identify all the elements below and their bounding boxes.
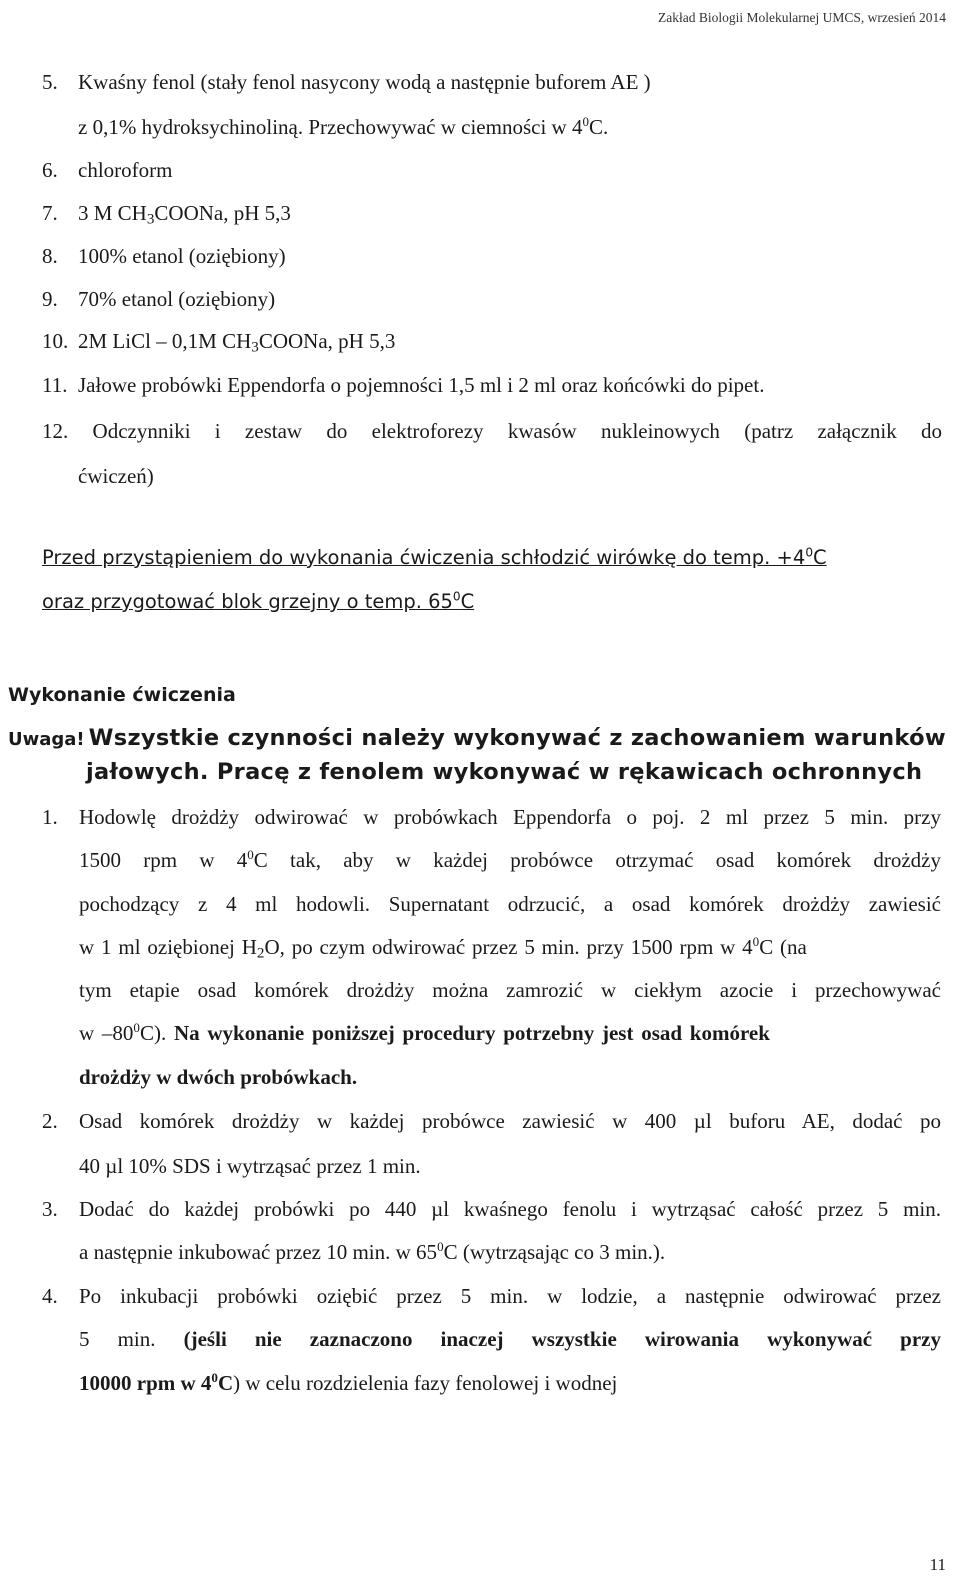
reagent-5-line1 <box>42 70 651 95</box>
step-bold-text: Na wykonanie poniższej procedury potrzebny jest osad komórek <box>173 1021 770 1045</box>
step-text: Po inkubacji probówki oziębić przez 5 min. w lodzie, a następnie odwirować przez <box>79 1284 941 1308</box>
step-3-line1 <box>79 1197 941 1222</box>
prep-note-line2 <box>42 590 474 613</box>
step-text: ) w celu rozdzielenia fazy fenolowej i wodnej <box>233 1371 618 1395</box>
superscript: 0 <box>582 113 589 129</box>
superscript: 0 <box>133 1019 140 1035</box>
step-bold-text: 10000 rpm w 4 <box>79 1371 212 1395</box>
step-text: Hodowlę drożdży odwirować w probówkach Eppendorfa o poj. 2 ml przez 5 min. przy <box>79 805 941 829</box>
step-1-line3 <box>79 892 941 917</box>
step-text: a następnie inkubować przez 10 min. w 65 <box>79 1240 438 1264</box>
step-number: 2. <box>42 1109 58 1133</box>
step-text: 40 µl 10% SDS i wytrząsać przez 1 min. <box>79 1154 421 1178</box>
reagent-text: Odczynniki i zestaw do elektroforezy kwasów nukleinowych (patrz załącznik do <box>92 419 943 443</box>
step-1-line2 <box>79 848 941 873</box>
reagent-7 <box>42 201 291 226</box>
reagent-number: 11. <box>42 373 68 397</box>
step-3-line2 <box>79 1240 941 1265</box>
reagent-text: ćwiczeń) <box>78 464 154 488</box>
step-1-line5 <box>79 978 941 1003</box>
warning-lead: Uwaga! <box>8 729 85 750</box>
reagent-number: 10. <box>42 329 69 353</box>
step-number: 3. <box>42 1197 58 1221</box>
step-text: 1500 rpm w 4 <box>79 848 248 872</box>
warning-text: Wszystkie czynności należy wykonywać z zachowaniem warunków <box>88 725 946 751</box>
reagent-8 <box>42 244 286 269</box>
reagent-number: 5. <box>42 70 58 94</box>
subscript: 3 <box>251 339 259 356</box>
step-text: Osad komórek drożdży w każdej probówce zawiesić w 400 µl buforu AE, dodać po <box>79 1109 941 1133</box>
step-text: C (wytrząsając co 3 min.). <box>443 1240 666 1264</box>
step-text: C (na <box>759 935 807 959</box>
step-4-line2 <box>79 1327 941 1352</box>
step-text: tym etapie osad komórek drożdży można zamrozić w ciekłym azocie i przechowywać <box>79 978 941 1002</box>
page-number: 11 <box>929 1555 946 1574</box>
subscript: 3 <box>146 211 155 228</box>
superscript: 0 <box>752 933 760 949</box>
prep-note-text: C <box>460 590 475 613</box>
reagent-9 <box>42 287 275 312</box>
reagent-text: COONa, pH 5,3 <box>154 201 291 225</box>
superscript: 0 <box>211 1369 218 1385</box>
superscript: 0 <box>247 846 254 862</box>
step-text: Dodać do każdej probówki po 440 µl kwaśnego fenolu i wytrząsać całość przez 5 min. <box>79 1197 941 1221</box>
warning-line1 <box>8 725 946 751</box>
step-bold-text: C <box>217 1371 234 1395</box>
step-text: C tak, aby w każdej probówce otrzymać osad komórek drożdży <box>253 848 941 872</box>
reagent-text: C. <box>588 115 609 139</box>
step-1-line4 <box>79 935 941 960</box>
step-text: w 1 ml oziębionej H <box>79 935 257 959</box>
reagent-12-line2 <box>78 464 154 489</box>
warning-text: jałowych. Pracę z fenolem wykonywać w rękawicach ochronnych <box>86 759 923 785</box>
superscript: 0 <box>805 545 813 560</box>
step-text: w –80 <box>79 1021 134 1045</box>
reagent-text: COONa, pH 5,3 <box>258 329 396 353</box>
reagent-number: 8. <box>42 244 58 268</box>
prep-note-text: C <box>813 546 827 569</box>
running-header: Zakład Biologii Molekularnej UMCS, wrzesień 2014 <box>658 10 946 25</box>
step-number: 4. <box>42 1284 58 1308</box>
superscript: 0 <box>452 589 461 604</box>
step-bold-text: drożdży w dwóch probówkach. <box>79 1065 358 1089</box>
step-text: C). <box>139 1021 167 1045</box>
step-text: 5 min. <box>79 1327 156 1351</box>
reagent-text: 2M LiCl – 0,1M CH <box>78 329 252 353</box>
prep-note-line1 <box>42 546 827 569</box>
reagent-text: 3 M CH <box>78 201 147 225</box>
warning-line2 <box>86 759 922 785</box>
reagent-5-line2 <box>78 115 608 140</box>
reagent-number: 7. <box>42 201 58 225</box>
step-2-line2 <box>79 1154 941 1179</box>
reagent-text: 100% etanol (oziębiony) <box>78 244 286 268</box>
prep-note-text: Przed przystąpieniem do wykonania ćwiczenia schłodzić wirówkę do temp. +4 <box>42 546 806 569</box>
section-heading: Wykonanie ćwiczenia <box>8 684 236 706</box>
reagent-number: 9. <box>42 287 58 311</box>
reagent-text: Kwaśny fenol (stały fenol nasycony wodą a następnie buforem AE ) <box>78 70 651 94</box>
step-2-line1 <box>79 1109 941 1134</box>
step-1-line6 <box>79 1021 941 1046</box>
step-text: O, po czym odwirować przez 5 min. przy 1500 rpm w 4 <box>264 935 753 959</box>
step-text: pochodzący z 4 ml hodowli. Supernatant odrzucić, a osad komórek drożdży zawiesić <box>79 892 941 916</box>
step-number: 1. <box>42 805 58 829</box>
superscript: 0 <box>437 1238 444 1254</box>
step-1-line7 <box>79 1065 941 1090</box>
step-4-line3 <box>79 1371 941 1396</box>
reagent-12-line1 <box>42 419 942 444</box>
reagent-10 <box>42 329 395 354</box>
step-bold-text: (jeśli nie zaznaczono inaczej wszystkie wirowania wykonywać przy <box>183 1327 941 1351</box>
reagent-text: Jałowe probówki Eppendorfa o pojemności 1,5 ml i 2 ml oraz końcówki do pipet. <box>78 373 765 397</box>
step-4-line1 <box>79 1284 941 1309</box>
reagent-number: 12. <box>42 419 69 443</box>
reagent-number: 6. <box>42 158 58 182</box>
prep-note-text: oraz przygotować blok grzejny o temp. 65 <box>42 590 453 613</box>
reagent-text: 70% etanol (oziębiony) <box>78 287 276 311</box>
subscript: 2 <box>256 945 265 962</box>
reagent-11 <box>42 373 764 398</box>
reagent-text: z 0,1% hydroksychinoliną. Przechowywać w ciemności w 4 <box>78 115 583 139</box>
step-1-line1 <box>79 805 941 830</box>
reagent-text: chloroform <box>78 158 173 182</box>
reagent-6 <box>42 158 172 183</box>
